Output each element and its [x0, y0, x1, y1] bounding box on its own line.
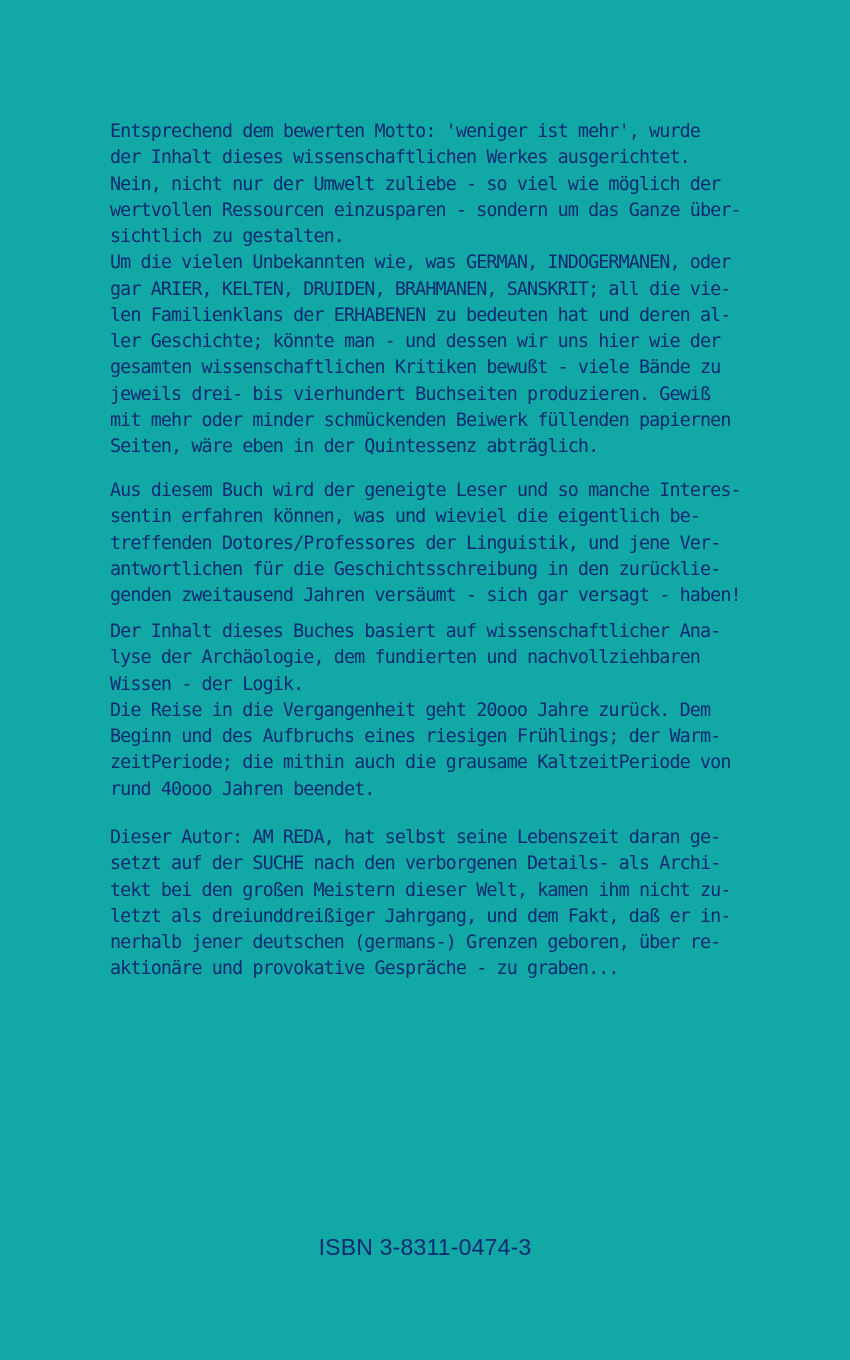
blurb-paragraph-intro: Entsprechend dem bewerten Motto: 'weniger ist mehr', wurde der Inhalt dieses wissenschaftlichen Werkes ausgerichtet. Nein, nicht nur der Umwelt zuliebe - so viel wie möglich der wertvollen Ressourcen einzusparen - sondern um das Ganze über- sichtlich zu gestalten. Um die vielen Unbekannten wie, was GERMAN, INDOGERMANEN, oder gar ARIER, KELTEN, DRUIDEN, BRAHMANEN, SANSKRIT; all die vie- len Familienklans der ERHABENEN zu bedeuten hat und deren al- ler Geschichte; könnte man - und dessen wir uns hier wie der gesamten wissenschaftlichen Kritiken bewußt - viele Bände zu jeweils drei- bis vierhundert Buchseiten produzieren. Gewiß mit mehr oder minder schmückenden Beiwerk füllenden papiernen Seiten, wäre eben in der Quintessenz abträglich.: [110, 121, 741, 457]
blurb-paragraph-content: Der Inhalt dieses Buches basiert auf wissenschaftlicher Ana- lyse der Archäologie, dem fundierten und nachvollziehbaren Wissen - der Logik. Die Reise in die Vergangenheit geht 20ooo Jahre zurück. Dem Beginn und des Aufbruchs eines riesigen Frühlings; der Warm- zeitPeriode; die mithin auch die grausame KaltzeitPeriode von rund 40ooo Jahren beendet.: [110, 621, 731, 800]
blurb-paragraph-reader: Aus diesem Buch wird der geneigte Leser und so manche Interes- sentin erfahren können, was und wieviel die eigentlich be- treffenden Dotores/Professores der Linguistik, und jene Ver- antwortlichen für die Geschichtsschreibung in den zurücklie- genden zweitausend Jahren versäumt - sich gar versagt - haben!: [110, 480, 741, 606]
blurb-paragraph-author: Dieser Autor: AM REDA, hat selbst seine Lebenszeit daran ge- setzt auf der SUCHE nach den verborgenen Details- als Archi- tekt bei den großen Meistern dieser Welt, kamen ihm nicht zu- letzt als dreiunddreißiger Jahrgang, und dem Fakt, daß er in- nerhalb jener deutschen (germans-) Grenzen geboren, über re- aktionäre und provokative Gespräche - zu graben...: [110, 827, 731, 980]
isbn-number: ISBN 3-8311-0474-3: [318, 1234, 532, 1260]
